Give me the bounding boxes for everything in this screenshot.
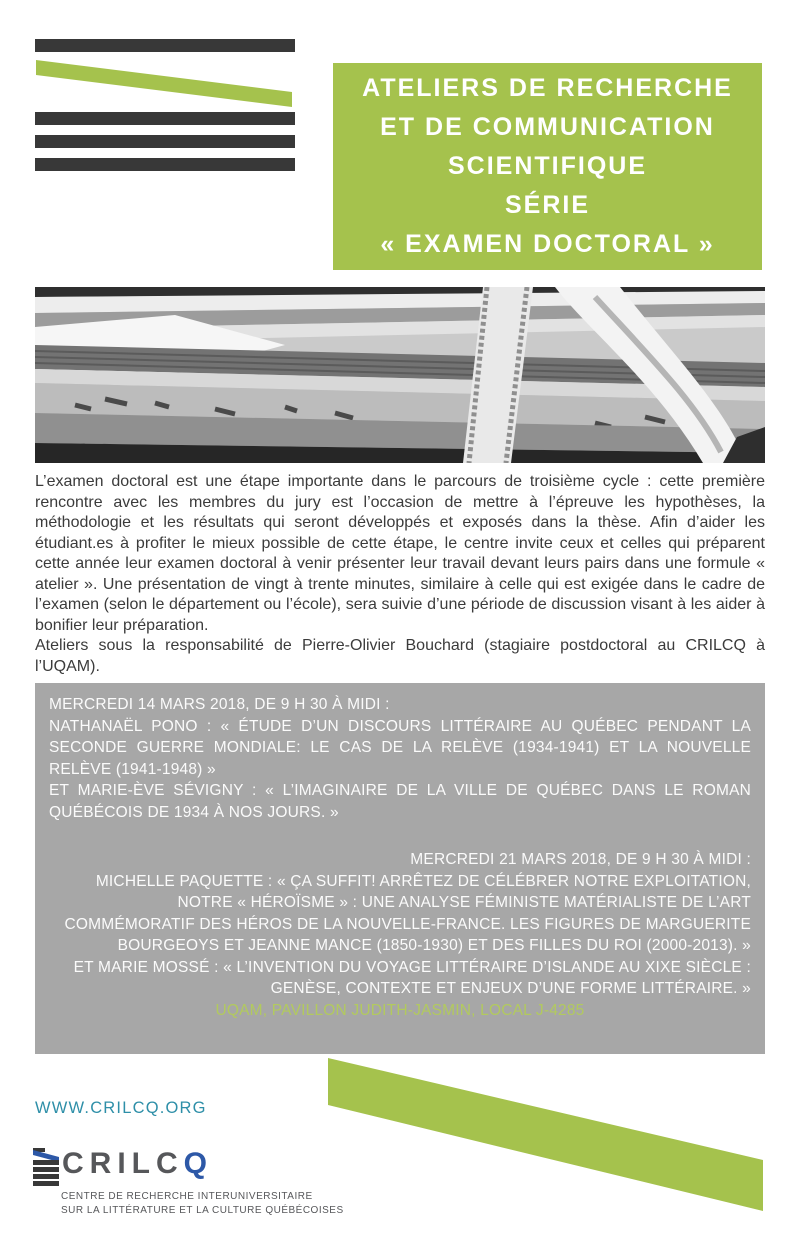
intro-paragraph-1: L’examen doctoral est une étape importante dans le parcours de troisième cycle : cette première rencontre avec les membres du jury est l’occasion de mettre à l’épreuve les hypothèses, la méthodologie et les résultats qui seront développés et exposés dans la thèse. Afin d’aider les étudiant.es à profiter le mieux possible de cette étape, le centre invite ceux et celles qui préparent cette année leur examen doctoral à venir présenter leur travail devant leurs pairs dans une formule « atelier ». Une présentation de vingt à trente minutes, similaire à celle qui est exigée dans le cadre de l’examen (selon le département ou l’école), sera suivie d’une période de discussion visant à les aider à bonifier leur préparation. — [35, 473, 765, 634]
session-1-entry-1: NATHANAËL PONO : « ÉTUDE D’UN DISCOURS LITTÉRAIRE AU QUÉBEC PENDANT LA SECONDE GUERRE MONDIALE: LE CAS DE LA RELÈVE (1934-1941) ET LA NOUVELLE RELÈVE (1941-1948) » — [49, 717, 751, 778]
hero-title-line-1: ATELIERS DE RECHERCHE — [362, 74, 733, 102]
logo-wordmark-main: CRILC — [62, 1147, 184, 1180]
hero-title-line-2: ET DE COMMUNICATION — [380, 113, 715, 141]
session-2-entry-1: MICHELLE PAQUETTE : « ÇA SUFFIT! ARRÊTEZ DE CÉLÉBRER NOTRE EXPLOITATION, NOTRE « HÉROÏSME » : UNE ANALYSE FÉMINISTE MATÉRIALISTE DE L’ART COMMÉMORATIF DES HÉROS DE LA NOUVELLE-FRANCE. LES FIGURES DE MARGUERITE BOURGEOYS ET JEANNE MANCE (1850-1930) ET DES FILLES DU ROI (2000-2013). » — [64, 872, 751, 954]
crilcq-logo-bars-icon — [33, 1148, 59, 1188]
green-diagonal-band — [328, 1056, 763, 1212]
location-line: UQAM, PAVILLON JUDITH-JASMIN, LOCAL J-4285 — [215, 1001, 585, 1019]
session-2 — [49, 849, 751, 1000]
sessions-box — [35, 683, 765, 1054]
crilcq-logo — [33, 1146, 363, 1217]
session-1-entry-2: ET MARIE-ÈVE SÉVIGNY : « L’IMAGINAIRE DE LA VILLE DE QUÉBEC DANS LE ROMAN QUÉBÉCOIS DE 1934 À NOS JOURS. » — [49, 782, 751, 821]
logo-taglines — [61, 1190, 363, 1217]
intro-text — [35, 472, 765, 677]
website-link[interactable]: WWW.CRILCQ.ORG — [35, 1099, 207, 1117]
logo-tagline-2: SUR LA LITTÉRATURE ET LA CULTURE QUÉBÉCOISES — [61, 1204, 344, 1216]
hero-title-line-5: « EXAMEN DOCTORAL » — [380, 230, 715, 258]
session-1 — [49, 694, 751, 823]
logo-wordmark — [62, 1146, 213, 1182]
hero-title-line-4: SÉRIE — [504, 191, 591, 219]
bars-logo-icon — [35, 39, 295, 172]
hero-title-box — [333, 63, 762, 270]
intro-paragraph-2: Ateliers sous la responsabilité de Pierre-Olivier Bouchard (stagiaire postdoctoral au CRILCQ à l’UQAM). — [35, 637, 765, 675]
session-2-entry-2: ET MARIE MOSSÉ : « L’INVENTION DU VOYAGE LITTÉRAIRE D’ISLANDE AU XIXE SIÈCLE : GENÈSE, CONTEXTE ET ENJEUX D’UNE FORME LITTÉRAIRE. » — [73, 958, 751, 997]
session-1-date: MERCREDI 14 MARS 2018, DE 9 H 30 À MIDI : — [49, 696, 390, 713]
hero-title-line-3: SCIENTIFIQUE — [447, 152, 647, 180]
newspapers-photo — [35, 287, 765, 463]
logo-wordmark-q: Q — [183, 1147, 213, 1180]
logo-tagline-1: CENTRE DE RECHERCHE INTERUNIVERSITAIRE — [61, 1191, 313, 1202]
session-2-date: MERCREDI 21 MARS 2018, DE 9 H 30 À MIDI : — [410, 851, 751, 868]
